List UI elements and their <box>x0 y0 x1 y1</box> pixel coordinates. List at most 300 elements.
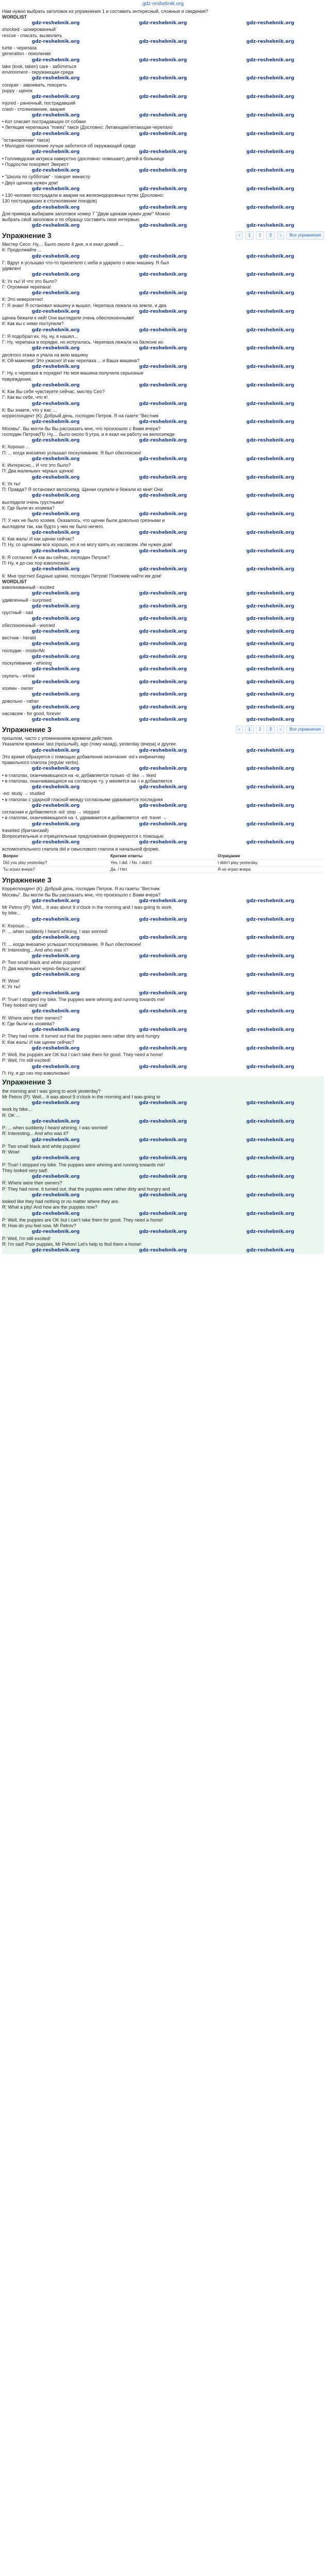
watermark-text: gdz-reshebnik.org <box>31 629 80 634</box>
watermark-row <box>2 821 324 828</box>
wordlist-item: грустный - sad <box>2 610 34 615</box>
watermark-row <box>2 1008 324 1015</box>
wordlist-item: поскуливание - whining <box>2 660 52 666</box>
watermark-row <box>2 654 324 660</box>
watermark-text: gdz-reshebnik.org <box>139 717 187 723</box>
dialog-line: They looked very sad! <box>2 1003 48 1008</box>
dialog-line: К: Хорошо ... <box>2 923 30 928</box>
text-line: generation - поколение <box>2 51 51 57</box>
grammar-table <box>2 852 324 874</box>
exercise-pager <box>236 231 324 240</box>
watermark-text: gdz-reshebnik.org <box>139 327 187 333</box>
dialog-line: П: Ну, я до сих пор взволнован! <box>2 561 70 566</box>
watermark-text: gdz-reshebnik.org <box>246 112 295 118</box>
watermark-row <box>2 309 324 315</box>
pager-next-button[interactable]: › <box>277 725 285 734</box>
pager-page-3[interactable]: 3 <box>266 725 274 734</box>
watermark-row <box>2 748 324 754</box>
watermark-text: gdz-reshebnik.org <box>139 168 187 173</box>
table-cell: I didn't play yesterday. <box>217 860 324 867</box>
text-line: conquer - завоевать, покорить <box>2 82 67 88</box>
grammar-line: -ed: study → studied <box>2 791 45 796</box>
wordlist-item: господин - mister/Mr <box>2 648 45 653</box>
watermark-row <box>2 112 324 119</box>
watermark-row <box>2 953 324 960</box>
dialog-line: R: Where were their owners? <box>2 1180 62 1186</box>
watermark-text: gdz-reshebnik.org <box>246 1174 295 1179</box>
watermark-row <box>2 898 324 905</box>
watermark-row <box>2 39 324 45</box>
dialog-line: К: Хорошо ... <box>2 444 30 450</box>
watermark-row <box>2 456 324 463</box>
watermark-text: gdz-reshebnik.org <box>246 629 295 634</box>
dialog-line: R: Interesting... And who was it? <box>2 947 69 953</box>
watermark-text: gdz-reshebnik.org <box>139 972 187 977</box>
dialog-line: Г: Как вы себе, что я! <box>2 395 48 400</box>
dialog-line: К: Ух ты! <box>2 481 21 486</box>
watermark-text: gdz-reshebnik.org <box>31 692 80 698</box>
text-line: crash - столкновение, авария <box>2 106 65 112</box>
watermark-text: gdz-reshebnik.org <box>31 112 80 118</box>
dialog-line: Корреспондент (К): Добрый день, господин Петров. Я из газеты "Вестник <box>2 886 160 892</box>
watermark-text: gdz-reshebnik.org <box>31 821 80 827</box>
watermark-text: gdz-reshebnik.org <box>246 954 295 959</box>
dialog-line: P: They had none. It turned out, that the puppies were rather dirty and hungry and <box>2 1186 170 1192</box>
watermark-text: gdz-reshebnik.org <box>31 766 80 772</box>
text-line: 130 пострадавших в столкновении поездов) <box>2 198 97 204</box>
dialog-line: Г: Ну, к черепахе в порядке! Но моя машина получила серьезные <box>2 370 144 376</box>
watermark-text: gdz-reshebnik.org <box>139 57 187 63</box>
watermark-text: gdz-reshebnik.org <box>139 954 187 959</box>
dialog-line: P: Well, I'm still excited! <box>2 1058 51 1063</box>
watermark-row <box>2 530 324 536</box>
watermark-text: gdz-reshebnik.org <box>139 641 187 647</box>
grammar-line: вспомогательного глагола did и смыслового глагола в начальной форме. <box>2 846 159 852</box>
watermark-row <box>2 641 324 648</box>
watermark-text: gdz-reshebnik.org <box>31 1156 80 1161</box>
dialog-line: Г: Я знаю! Я остановил машину и вышел. Черепаха лежала на земле, и два <box>2 302 167 308</box>
watermark-row <box>2 1229 324 1235</box>
watermark-text: gdz-reshebnik.org <box>246 1248 295 1253</box>
dialog-line: К: Где были их хозяева? <box>2 1021 55 1026</box>
watermark-row <box>2 590 324 597</box>
watermark-row <box>2 511 324 518</box>
watermark-text: gdz-reshebnik.org <box>139 990 187 996</box>
dialog-line: Г: Я подобрал их. Ну, ну, я нашел... <box>2 333 78 339</box>
watermark-text: gdz-reshebnik.org <box>31 131 80 137</box>
pager-page-2[interactable]: 2 <box>256 725 264 734</box>
watermark-text: gdz-reshebnik.org <box>31 419 80 425</box>
wordlist-item: взволнованный - excited <box>2 585 55 590</box>
dialog-line: Мистер Сесо: Ну,... Было около 4 дня, и я ехал домой ... <box>2 242 124 247</box>
text-line: take (took, taken) care - заботиться <box>2 63 76 69</box>
watermark-text: gdz-reshebnik.org <box>31 364 80 369</box>
dialog-line: П: ... когда внезапно услышал поскуливание. Я был обеспокоен! <box>2 941 141 947</box>
watermark-text: gdz-reshebnik.org <box>139 438 187 443</box>
watermark-text: gdz-reshebnik.org <box>31 205 80 210</box>
dialog-line: the morning and I was going to work yesterday? <box>2 1088 101 1094</box>
watermark-text: gdz-reshebnik.org <box>31 654 80 659</box>
watermark-row <box>2 1192 324 1199</box>
watermark-text: gdz-reshebnik.org <box>31 898 80 904</box>
text-line: Для примера выбираем заголовок номер 7 "Двум щенкам нужен дом!" Можно <box>2 211 170 216</box>
watermark-text: gdz-reshebnik.org <box>139 21 187 26</box>
watermark-row <box>2 474 324 481</box>
dialog-line: П: Ну, я до сих пор взволнован! <box>2 1070 70 1076</box>
watermark-row <box>2 839 324 846</box>
dialog-line: выглядели так, как будто у них не было ничего. <box>2 523 104 529</box>
watermark-text: gdz-reshebnik.org <box>246 679 295 685</box>
watermark-text: gdz-reshebnik.org <box>31 548 80 554</box>
watermark-text: gdz-reshebnik.org <box>31 1064 80 1070</box>
watermark-text: gdz-reshebnik.org <box>31 512 80 517</box>
watermark-row <box>2 1155 324 1162</box>
watermark-text: gdz-reshebnik.org <box>31 438 80 443</box>
watermark-text: gdz-reshebnik.org <box>31 972 80 977</box>
watermark-text: gdz-reshebnik.org <box>31 76 80 81</box>
watermark-text: gdz-reshebnik.org <box>31 1100 80 1106</box>
watermark-text: gdz-reshebnik.org <box>246 186 295 192</box>
dialog-line: десятого этажа и упала на мою машину <box>2 352 88 358</box>
dialog-en-ru-section <box>2 886 324 1076</box>
watermark-text: gdz-reshebnik.org <box>246 917 295 922</box>
text-line: • "Школа по субботам" - говорит министр <box>2 174 90 180</box>
dialog-line: К: Мне грустно! Бедные щенки, господин Петров! Поможем найти им дом! <box>2 573 162 579</box>
dialog-line: К: Как жаль! И как щенки сейчас? <box>2 1039 74 1045</box>
watermark-text: gdz-reshebnik.org <box>139 679 187 685</box>
dialog-line: P: Two small black and white puppies! <box>2 1143 80 1149</box>
watermark-text: gdz-reshebnik.org <box>246 291 295 296</box>
watermark-text: gdz-reshebnik.org <box>246 327 295 333</box>
watermark-row <box>2 766 324 772</box>
dialog-line: work by bike... <box>2 1107 32 1112</box>
watermark-text: gdz-reshebnik.org <box>246 766 295 772</box>
watermark-text: gdz-reshebnik.org <box>246 346 295 351</box>
watermark-text: gdz-reshebnik.org <box>246 667 295 672</box>
watermark-text: gdz-reshebnik.org <box>246 76 295 81</box>
watermark-text: gdz-reshebnik.org <box>246 1156 295 1161</box>
grammar-line: • в глаголах, оканчивающихся на -е, добавляется только -d: like → liked <box>2 772 156 778</box>
dialog-line: R: Wow! <box>2 978 20 984</box>
watermark-row <box>2 1118 324 1125</box>
table-cell: Ты играл вчера? <box>2 867 109 873</box>
watermark-text: gdz-reshebnik.org <box>246 94 295 99</box>
watermark-text: gdz-reshebnik.org <box>139 1137 187 1143</box>
dialog-line: Г: Ну, черепаха в порядке, но испугалась. Черепаха лежала на балконе их <box>2 340 164 345</box>
watermark-text: gdz-reshebnik.org <box>139 821 187 827</box>
dialog-line: К: Я согласен! А как вы сейчас, господин Петров? <box>2 554 110 560</box>
watermark-text: gdz-reshebnik.org <box>31 1192 80 1198</box>
watermark-text: gdz-reshebnik.org <box>246 223 295 229</box>
dialog-line: П: Два маленьких черно-белых щенка! <box>2 965 86 971</box>
dialog-line: К: Продолжайте ... <box>2 247 42 253</box>
pager-page-3[interactable]: 3 <box>266 231 274 240</box>
dialog-line: P: Well, the puppies are OK but I can't take them for good. They need a home! <box>2 1217 164 1223</box>
dialog-line: К: Как Вы себя чувствуете сейчас, мистер Сео? <box>2 389 105 394</box>
watermark-text: gdz-reshebnik.org <box>246 1118 295 1124</box>
site-title[interactable]: gdz-reshebnik.org <box>142 1 184 7</box>
watermark-row <box>2 94 324 100</box>
exercise-3b-title: Упражнение 3 <box>2 875 52 884</box>
text-line: • Кот спасает пострадавшую от собаки <box>2 119 86 124</box>
watermark-text: gdz-reshebnik.org <box>246 1211 295 1216</box>
watermark-text: gdz-reshebnik.org <box>31 917 80 922</box>
watermark-text: gdz-reshebnik.org <box>139 1118 187 1124</box>
watermark-text: gdz-reshebnik.org <box>31 346 80 351</box>
watermark-text: gdz-reshebnik.org <box>246 1192 295 1198</box>
watermark-text: gdz-reshebnik.org <box>246 205 295 210</box>
watermark-text: gdz-reshebnik.org <box>31 253 80 259</box>
watermark-text: gdz-reshebnik.org <box>246 474 295 480</box>
dialog-line: К: Интересно... И что это было? <box>2 463 71 468</box>
pager-page-1[interactable]: 1 <box>245 231 253 240</box>
text-line: injured - раненный, пострадавший <box>2 100 76 106</box>
watermark-text: gdz-reshebnik.org <box>139 603 187 609</box>
watermark-text: gdz-reshebnik.org <box>139 493 187 499</box>
dialog-line: К: Как жаль! И как щенки сейчас? <box>2 536 74 541</box>
dialog-line: Mr Petrov (P): Well... It was about 9 o'clock in the morning and I was going to work <box>2 905 172 910</box>
text-line: • 130 человек пострадали в аварии на железнодорожных путях (Дословно: <box>2 193 164 198</box>
text-line: • Молодое поколение лучше заботится об окружающей среде <box>2 143 136 148</box>
watermark-row <box>2 566 324 573</box>
dialog-line: P: True! I stopped my bike. The puppies were whining and running towards me! <box>2 1162 165 1167</box>
grammar-line: • в глаголах с ударной гласной между согласными удваивается последняя <box>2 796 163 802</box>
dialog-line: R: Wow! <box>2 1149 20 1155</box>
text-line: выбрать свой заголовок и по образцу составить свое интервью. <box>2 217 140 222</box>
watermark-text: gdz-reshebnik.org <box>139 1229 187 1235</box>
watermark-text: gdz-reshebnik.org <box>31 493 80 499</box>
watermark-text: gdz-reshebnik.org <box>31 186 80 192</box>
dialog-line: P: ... when suddenly I heard whining. I was worried! <box>2 1125 108 1130</box>
watermark-text: gdz-reshebnik.org <box>139 935 187 941</box>
watermark-row <box>2 990 324 997</box>
watermark-row <box>2 419 324 426</box>
watermark-text: gdz-reshebnik.org <box>139 1027 187 1032</box>
text-line: shocked - шокированный <box>2 27 56 32</box>
watermark-text: gdz-reshebnik.org <box>139 704 187 710</box>
wordlist-item: вестник - herald <box>2 635 36 640</box>
watermark-text: gdz-reshebnik.org <box>139 840 187 845</box>
watermark-text: gdz-reshebnik.org <box>31 39 80 44</box>
watermark-text: gdz-reshebnik.org <box>246 785 295 790</box>
watermark-text: gdz-reshebnik.org <box>31 1211 80 1216</box>
dialog-line: R: How do you feel now, Mr Petrov? <box>2 1223 76 1228</box>
top-section <box>2 9 324 230</box>
watermark-row <box>2 149 324 156</box>
dialog-line: R: I'm sad! Poor puppies, Mr Petrov! Let's help to find them a home! <box>2 1241 142 1247</box>
dialog-line: R: Where were their owners? <box>2 1015 62 1021</box>
dialog-line: Mr Petrov (P): Well... It was about 9 o'clock in the morning and I was going to <box>2 1094 160 1099</box>
watermark-text: gdz-reshebnik.org <box>139 223 187 229</box>
watermark-text: gdz-reshebnik.org <box>31 474 80 480</box>
dialog-line: R: OK ... <box>2 1112 20 1118</box>
watermark-text: gdz-reshebnik.org <box>139 364 187 369</box>
watermark-text: gdz-reshebnik.org <box>31 309 80 314</box>
watermark-text: gdz-reshebnik.org <box>31 168 80 173</box>
text-line: turtle - черепаха <box>2 45 37 50</box>
watermark-row <box>2 1247 324 1254</box>
watermark-text: gdz-reshebnik.org <box>139 591 187 597</box>
watermark-row <box>2 167 324 174</box>
watermark-text: gdz-reshebnik.org <box>31 1248 80 1253</box>
exercise-3-title-2: Упражнение 3 <box>2 725 52 734</box>
watermark-text: gdz-reshebnik.org <box>31 803 80 808</box>
watermark-text: gdz-reshebnik.org <box>246 654 295 659</box>
watermark-text: gdz-reshebnik.org <box>139 1211 187 1216</box>
watermark-text: gdz-reshebnik.org <box>246 168 295 173</box>
watermark-text: gdz-reshebnik.org <box>139 917 187 922</box>
watermark-text: gdz-reshebnik.org <box>246 803 295 808</box>
watermark-text: gdz-reshebnik.org <box>31 456 80 462</box>
dialog-line: корреспондент (К): Добрый день, господин Петров. Я на газете "Вестник <box>2 413 159 418</box>
dialog-line: щенка бежали к ней! Они выглядели очень обеспокоенными! <box>2 315 135 320</box>
dialog-line: Г: Вдруг я услышал что-то прилетело с неба и ударило о мою машину. Я был <box>2 260 169 265</box>
watermark-text: gdz-reshebnik.org <box>246 512 295 517</box>
dialog-line: P: They had none. It turned out that the puppies were rather dirty and hungry <box>2 1033 160 1039</box>
watermark-text: gdz-reshebnik.org <box>246 717 295 723</box>
text-line: Нам нужно выбрать заголовок из упражнения 1 и составить интересный, сложные и сведения? <box>2 8 208 14</box>
watermark-text: gdz-reshebnik.org <box>139 474 187 480</box>
text-line: • Летящая черепашка "повяз" такси (Дословно: Летающая/летающая черепахо <box>2 125 173 130</box>
watermark-text: gdz-reshebnik.org <box>139 291 187 296</box>
grammar-line: правильного глагола (regular verbs). <box>2 760 80 765</box>
text-line: • Двух щенков нужен дом! <box>2 180 58 185</box>
watermark-text: gdz-reshebnik.org <box>139 654 187 659</box>
watermark-text: gdz-reshebnik.org <box>139 512 187 517</box>
watermark-row <box>2 691 324 698</box>
grammar-line: прошлом, часто с упоминанием времени действия. <box>2 736 113 741</box>
watermark-row <box>2 131 324 138</box>
watermark-text: gdz-reshebnik.org <box>139 1174 187 1179</box>
watermark-text: gdz-reshebnik.org <box>139 1009 187 1014</box>
watermark-text: gdz-reshebnik.org <box>246 401 295 406</box>
pager-next-button[interactable]: › <box>277 231 285 240</box>
watermark-row <box>2 803 324 809</box>
watermark-row <box>2 784 324 791</box>
watermark-text: gdz-reshebnik.org <box>139 131 187 137</box>
pager-prev-button[interactable]: ‹ <box>236 231 243 240</box>
watermark-text: gdz-reshebnik.org <box>31 591 80 597</box>
watermark-text: gdz-reshebnik.org <box>31 291 80 296</box>
pager-all-exercises[interactable]: Все упражнения <box>286 231 324 240</box>
exercise-3b-header <box>2 874 324 887</box>
watermark-text: gdz-reshebnik.org <box>246 530 295 535</box>
watermark-row <box>2 290 324 297</box>
watermark-text: gdz-reshebnik.org <box>139 1064 187 1070</box>
dialog-line: R: Interesting... And who was it? <box>2 1131 69 1137</box>
watermark-text: gdz-reshebnik.org <box>246 1137 295 1143</box>
watermark-row <box>2 437 324 444</box>
watermark-text: gdz-reshebnik.org <box>31 704 80 710</box>
watermark-row <box>2 20 324 27</box>
text-line: • Голливудская актриса наверстно (дословно: новешает) детей в больнице <box>2 156 165 161</box>
pager-page-1[interactable]: 1 <box>245 725 253 734</box>
watermark-text: gdz-reshebnik.org <box>246 704 295 710</box>
watermark-text: gdz-reshebnik.org <box>246 1027 295 1032</box>
dialog-line: Москвы". Вы могли бы Вы рассказать мне, что произошло с Вами вчера? <box>2 426 161 431</box>
watermark-text: gdz-reshebnik.org <box>139 629 187 634</box>
grammar-line: • в глаголах, оканчивающихся на -l, удваивается и добавляется -ed: travel → <box>2 815 167 821</box>
watermark-row <box>2 345 324 352</box>
watermark-row <box>2 1045 324 1052</box>
watermark-text: gdz-reshebnik.org <box>139 149 187 155</box>
pager-prev-button[interactable]: ‹ <box>236 725 243 734</box>
watermark-row <box>2 223 324 229</box>
pager-all-exercises[interactable]: Все упражнения <box>286 725 324 734</box>
pager-page-2[interactable]: 2 <box>256 231 264 240</box>
watermark-text: gdz-reshebnik.org <box>139 748 187 753</box>
watermark-row <box>2 205 324 211</box>
text-line: "остановление" такси) <box>2 137 50 143</box>
watermark-text: gdz-reshebnik.org <box>246 1100 295 1106</box>
text-line: rescue - спасать, вызволить <box>2 32 62 38</box>
watermark-text: gdz-reshebnik.org <box>246 21 295 26</box>
dialog-line: П: Правда? Я остановил велосипед. Щенки скулили и бежали ко мне! Они <box>2 487 163 492</box>
watermark-text: gdz-reshebnik.org <box>31 603 80 609</box>
table-cell: Did you play yesterday? <box>2 860 109 867</box>
dialog-line: К: Ух ты! <box>2 984 21 990</box>
watermark-text: gdz-reshebnik.org <box>139 1192 187 1198</box>
watermark-text: gdz-reshebnik.org <box>31 935 80 941</box>
watermark-text: gdz-reshebnik.org <box>139 785 187 790</box>
dialog-line: R: What a pity! And how are the puppies now? <box>2 1205 97 1210</box>
dialog-line: Г: Огромная черепаха! <box>2 284 52 290</box>
exercise-3-header <box>2 230 324 242</box>
watermark-text: gdz-reshebnik.org <box>246 1009 295 1014</box>
watermark-text: gdz-reshebnik.org <box>139 401 187 406</box>
watermark-text: gdz-reshebnik.org <box>139 1156 187 1161</box>
wordlist-item: удивленный - surprised <box>2 597 52 603</box>
watermark-row <box>2 186 324 193</box>
watermark-row <box>2 548 324 555</box>
watermark-text: gdz-reshebnik.org <box>246 456 295 462</box>
watermark-text: gdz-reshebnik.org <box>31 223 80 229</box>
watermark-row <box>2 616 324 622</box>
dialog-line: повреждения. <box>2 376 32 382</box>
wordlist-item: насовсем - for good, forever <box>2 711 61 716</box>
dialog-line: выглядели очень грустными! <box>2 499 64 505</box>
watermark-text: gdz-reshebnik.org <box>31 954 80 959</box>
watermark-row <box>2 1137 324 1144</box>
watermark-row <box>2 666 324 673</box>
watermark-text: gdz-reshebnik.org <box>246 57 295 63</box>
watermark-text: gdz-reshebnik.org <box>31 840 80 845</box>
watermark-text: gdz-reshebnik.org <box>139 1100 187 1106</box>
watermark-text: gdz-reshebnik.org <box>31 667 80 672</box>
watermark-text: gdz-reshebnik.org <box>139 803 187 808</box>
watermark-text: gdz-reshebnik.org <box>31 94 80 99</box>
watermark-text: gdz-reshebnik.org <box>246 641 295 647</box>
watermark-text: gdz-reshebnik.org <box>139 39 187 44</box>
watermark-text: gdz-reshebnik.org <box>246 603 295 609</box>
watermark-row <box>2 253 324 260</box>
watermark-text: gdz-reshebnik.org <box>31 1045 80 1051</box>
watermark-row <box>2 972 324 978</box>
watermark-text: gdz-reshebnik.org <box>31 1118 80 1124</box>
watermark-text: gdz-reshebnik.org <box>246 382 295 388</box>
grammar-line: Это время образуется с помощью добавления окончания -ed к инфинитиву <box>2 754 165 759</box>
watermark-text: gdz-reshebnik.org <box>31 327 80 333</box>
watermark-text: gdz-reshebnik.org <box>31 530 80 535</box>
watermark-row <box>2 272 324 278</box>
watermark-row <box>2 704 324 711</box>
watermark-text: gdz-reshebnik.org <box>139 898 187 904</box>
watermark-text: gdz-reshebnik.org <box>246 1064 295 1070</box>
watermark-row <box>2 493 324 499</box>
text-line: • Подростки покоряют Эверест <box>2 161 69 167</box>
watermark-text: gdz-reshebnik.org <box>31 785 80 790</box>
watermark-text: gdz-reshebnik.org <box>246 272 295 278</box>
